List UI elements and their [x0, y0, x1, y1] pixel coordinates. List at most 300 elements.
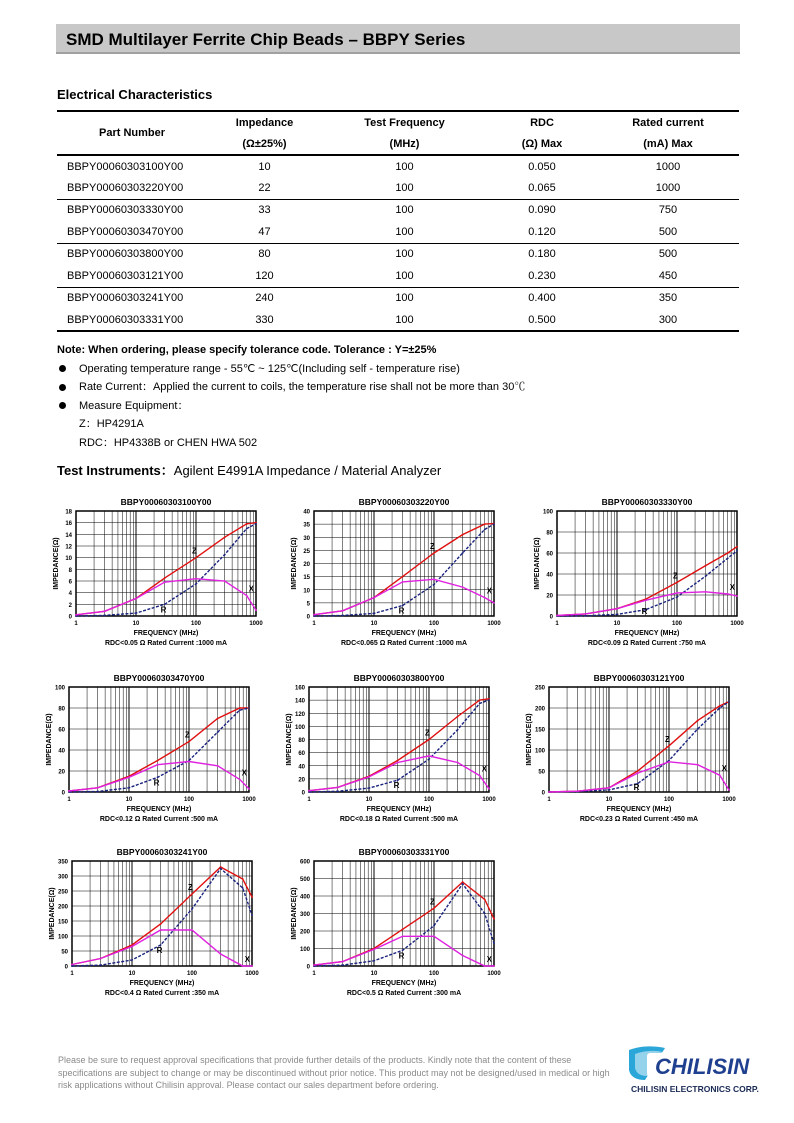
series-line-z [557, 547, 737, 616]
cell-test-frequency: 100 [322, 309, 487, 331]
data-point-r [195, 583, 197, 585]
data-point-z [188, 741, 190, 743]
series-label-r: R [398, 951, 405, 961]
x-axis-label: FREQUENCY (MHz) [129, 980, 195, 987]
cell-impedance: 47 [207, 221, 322, 243]
data-point-x [668, 761, 670, 763]
y-tick-label: 140 [294, 698, 305, 705]
cell-rdc: 0.050 [528, 160, 556, 173]
data-point-x [373, 597, 375, 599]
data-point-x [255, 609, 257, 611]
x-tick-label: 10 [128, 971, 136, 977]
data-point-x [402, 581, 404, 583]
y-tick-label: 40 [303, 509, 310, 516]
series-label-z: Z [665, 734, 670, 744]
data-point-r [368, 787, 370, 789]
cell-part-number: BBPY00060303331Y00 [57, 309, 207, 331]
cell-impedance: 330 [207, 309, 322, 331]
x-axis-label: FREQUENCY (MHz) [126, 806, 192, 813]
data-point-z [157, 760, 159, 762]
chart-caption: RDC<0.18 Ω Rated Current :500 mA [339, 816, 459, 823]
series-label-z: Z [673, 571, 678, 581]
x-tick-label: 1000 [245, 971, 259, 977]
data-point-x [728, 789, 730, 791]
note-bullet [57, 360, 525, 379]
x-tick-label: 100 [671, 621, 683, 627]
y-tick-label: 12 [65, 544, 72, 551]
x-tick-label: 1 [307, 797, 311, 803]
data-point-r [342, 615, 344, 617]
cell-impedance: 120 [207, 265, 322, 287]
series-label-r: R [153, 778, 160, 788]
test-instruments-value: Agilent E4991A Impedance / Material Analyzer [173, 463, 442, 478]
cell-test-frequency: 100 [395, 204, 414, 217]
data-point-z [727, 552, 729, 554]
y-tick-label: 100 [54, 685, 65, 692]
impedance-chart [525, 672, 751, 842]
x-tick-label: 1000 [482, 797, 496, 803]
y-tick-label: 200 [57, 904, 68, 911]
data-point-r [484, 528, 486, 530]
y-tick-label: 40 [546, 572, 553, 579]
y-tick-label: 20 [546, 593, 553, 600]
impedance-chart-svg [45, 672, 271, 842]
x-tick-label: 1 [312, 971, 316, 977]
x-axis-label: FREQUENCY (MHz) [371, 980, 437, 987]
data-point-x [493, 965, 495, 967]
x-tick-label: 1 [67, 797, 71, 803]
cell-rdc: 0.090 [528, 204, 556, 217]
data-point-x [736, 595, 738, 597]
data-point-r [428, 758, 430, 760]
data-point-z [397, 760, 399, 762]
x-tick-label: 1 [547, 797, 551, 803]
x-tick-label: 10 [125, 797, 133, 803]
notes [57, 341, 525, 452]
data-point-r [484, 913, 486, 915]
data-point-x [251, 965, 253, 967]
y-tick-label: 100 [542, 509, 553, 516]
data-point-z [251, 896, 253, 898]
data-point-r [462, 883, 464, 885]
data-point-z [493, 918, 495, 920]
cell-rated-current: 300 [597, 309, 739, 331]
data-point-x [493, 602, 495, 604]
data-point-x [697, 764, 699, 766]
data-point-x [433, 578, 435, 580]
data-point-z [242, 878, 244, 880]
col-rated-current-unit: (mA) Max [597, 133, 739, 155]
data-point-r [433, 584, 435, 586]
data-point-x [368, 776, 370, 778]
data-point-r [255, 523, 257, 525]
y-tick-label: 20 [303, 562, 310, 568]
y-axis-label: IMPEDANCE(Ω) [286, 713, 293, 766]
data-point-z [402, 576, 404, 578]
data-point-z [736, 546, 738, 548]
note-title: Note: When ordering, please specify tolerance code. Tolerance : Y=±25% [57, 344, 437, 356]
series-label-z: Z [430, 542, 435, 551]
x-tick-label: 100 [190, 621, 202, 627]
data-point-z [484, 523, 486, 525]
data-point-r [373, 960, 375, 962]
equipment-item: Z：HP4291A [79, 418, 144, 430]
data-point-r [728, 701, 730, 703]
data-point-r [220, 868, 222, 870]
series-label-x: X [729, 582, 736, 592]
data-point-r [337, 790, 339, 792]
series-line-z [76, 523, 256, 615]
cell-test-frequency: 100 [322, 221, 487, 243]
chilisin-logo-icon [625, 1044, 765, 1084]
data-point-x [705, 591, 707, 593]
cell-rdc: 0.500 [487, 309, 597, 331]
y-tick-label: 80 [298, 738, 305, 744]
data-point-r [457, 729, 459, 731]
plot-frame [76, 511, 256, 616]
impedance-chart [290, 846, 516, 1016]
impedance-chart [285, 672, 511, 842]
y-tick-label: 100 [57, 934, 68, 941]
y-tick-label: 100 [534, 748, 545, 755]
data-point-r [217, 731, 219, 733]
impedance-chart-svg [525, 672, 751, 842]
data-point-z [239, 707, 241, 709]
y-tick-label: 600 [299, 859, 310, 866]
data-point-z [433, 552, 435, 554]
data-point-x [313, 614, 315, 616]
series-label-x: X [481, 764, 488, 774]
data-point-r [248, 707, 250, 709]
y-tick-label: 400 [299, 894, 310, 901]
table-header-row [57, 111, 739, 133]
data-point-x [479, 775, 481, 777]
cell-rated-current: 1000 [655, 160, 681, 173]
x-tick-label: 10 [365, 797, 373, 803]
series-label-z: Z [430, 897, 435, 907]
cell-part-number: BBPY00060303470Y00 [57, 221, 207, 243]
note-text: Measure Equipment： [79, 399, 189, 412]
data-point-x [308, 790, 310, 792]
data-point-x [484, 597, 486, 599]
y-tick-label: 10 [303, 588, 310, 595]
series-label-x: X [244, 955, 251, 964]
y-tick-label: 0 [301, 790, 305, 797]
data-point-x [248, 788, 250, 790]
y-tick-label: 14 [65, 532, 72, 539]
y-tick-label: 16 [65, 521, 72, 528]
x-tick-label: 1000 [242, 797, 256, 803]
data-point-r [719, 707, 721, 709]
chart-title: BBPY00060303331Y00 [358, 847, 450, 857]
cell-rdc: 0.120 [487, 221, 597, 243]
series-label-r: R [160, 605, 167, 615]
data-point-x [488, 788, 490, 790]
data-point-r [493, 942, 495, 944]
data-point-r [676, 596, 678, 598]
impedance-chart-svg [52, 496, 278, 666]
y-tick-label: 18 [65, 509, 72, 516]
data-point-z [217, 718, 219, 720]
cell-rated-current: 500 [597, 221, 739, 243]
series-label-z: Z [192, 546, 197, 556]
series-label-r: R [393, 781, 400, 791]
cell-part-number: BBPY00060303330Y00 [67, 204, 184, 217]
data-point-x [164, 581, 166, 583]
x-tick-label: 100 [186, 971, 198, 977]
data-point-r [479, 703, 481, 705]
data-point-x [556, 615, 558, 617]
data-point-r [97, 791, 99, 793]
cell-part-number: BBPY00060303220Y00 [57, 177, 207, 199]
data-point-r [608, 789, 610, 791]
data-point-z [668, 745, 670, 747]
impedance-chart [533, 496, 759, 666]
impedance-chart-svg [533, 496, 759, 666]
col-test-frequency-unit: (MHz) [322, 133, 487, 155]
series-label-r: R [156, 946, 163, 955]
data-point-z [224, 536, 226, 538]
col-test-frequency: Test Frequency [364, 116, 445, 129]
table-body [57, 155, 739, 331]
chart-title: BBPY00060303330Y00 [601, 497, 693, 507]
y-tick-label: 0 [541, 790, 545, 797]
series-line-z [549, 702, 729, 792]
y-tick-label: 60 [58, 727, 65, 734]
y-tick-label: 200 [534, 706, 545, 713]
y-tick-label: 0 [64, 964, 68, 971]
note-text: Rate Current：Applied the current to coils, the temperature rise shall not be more than 30℃ [79, 381, 526, 393]
cell-rdc: 0.065 [487, 177, 597, 199]
x-tick-label: 1 [74, 621, 78, 627]
data-point-x [135, 598, 137, 600]
col-impedance: Impedance [235, 116, 294, 129]
x-tick-label: 1 [70, 971, 74, 977]
data-point-r [251, 914, 253, 916]
cell-impedance: 240 [255, 292, 274, 305]
x-tick-label: 10 [370, 971, 378, 977]
x-tick-label: 100 [663, 797, 675, 803]
series-label-z: Z [188, 883, 193, 892]
data-point-x [220, 953, 222, 955]
x-axis-label: FREQUENCY (MHz) [614, 630, 680, 637]
x-tick-label: 1 [312, 621, 316, 627]
bullet-icon [59, 384, 66, 391]
cell-rdc: 0.230 [487, 265, 597, 287]
y-axis-label: IMPEDANCE(Ω) [291, 537, 298, 590]
cell-rated-current: 750 [658, 204, 678, 217]
cell-part-number: BBPY00060303121Y00 [57, 265, 207, 287]
cell-rated-current: 1000 [597, 177, 739, 199]
impedance-chart-svg [290, 846, 516, 1016]
data-point-x [71, 964, 73, 966]
company-logo [625, 1044, 765, 1100]
chart-caption: RDC<0.12 Ω Rated Current :500 mA [99, 816, 219, 823]
x-tick-label: 1000 [249, 621, 263, 627]
data-point-x [645, 599, 647, 601]
data-point-r [736, 550, 738, 552]
x-tick-label: 100 [428, 621, 440, 627]
x-tick-label: 1000 [487, 971, 501, 977]
chart-title: BBPY00060303220Y00 [358, 497, 450, 507]
x-axis-label: FREQUENCY (MHz) [133, 630, 199, 637]
data-point-z [479, 699, 481, 701]
data-point-x [217, 765, 219, 767]
col-impedance-unit: (Ω±25%) [207, 133, 322, 155]
data-point-z [484, 899, 486, 901]
data-point-z [637, 770, 639, 772]
data-point-x [727, 593, 729, 595]
data-point-x [100, 958, 102, 960]
y-tick-label: 300 [299, 912, 310, 918]
chart-caption: RDC<0.5 Ω Rated Current :300 mA [346, 990, 462, 997]
data-point-z [462, 534, 464, 536]
chart-title: BBPY00060303800Y00 [353, 673, 445, 683]
cell-impedance: 22 [207, 177, 322, 199]
x-tick-label: 10 [613, 621, 621, 627]
data-point-z [402, 928, 404, 930]
data-point-z [246, 523, 248, 525]
y-tick-label: 20 [298, 777, 305, 784]
x-tick-label: 100 [423, 797, 435, 803]
y-tick-label: 4 [68, 591, 72, 598]
data-point-r [705, 575, 707, 577]
data-point-z [428, 739, 430, 741]
table-row [57, 199, 739, 221]
data-point-x [462, 586, 464, 588]
series-label-x: X [721, 764, 728, 774]
y-tick-label: 60 [298, 751, 305, 758]
col-rated-current: Rated current [632, 116, 704, 129]
data-point-x [337, 787, 339, 789]
cell-test-frequency: 100 [395, 160, 414, 173]
test-instruments-label: Test Instruments： [57, 463, 174, 478]
data-point-x [342, 961, 344, 963]
y-tick-label: 6 [68, 579, 72, 586]
bullet-icon [59, 402, 66, 409]
x-tick-label: 10 [370, 621, 378, 627]
cell-impedance: 80 [258, 248, 271, 261]
x-tick-label: 1 [555, 621, 559, 627]
y-tick-label: 150 [57, 919, 68, 926]
y-tick-label: 25 [303, 548, 310, 555]
section-title: Electrical Characteristics [57, 87, 213, 102]
company-name: CHILISIN ELECTRONICS CORP. [631, 1084, 759, 1094]
y-tick-label: 500 [299, 877, 310, 883]
data-point-z [164, 577, 166, 579]
chart-title: BBPY00060303100Y00 [120, 497, 212, 507]
y-tick-label: 0 [61, 790, 65, 797]
impedance-chart-svg [285, 672, 511, 842]
data-point-x [719, 774, 721, 776]
data-point-r [697, 728, 699, 730]
y-tick-label: 100 [299, 947, 310, 953]
data-point-z [457, 716, 459, 718]
y-tick-label: 8 [68, 567, 72, 574]
col-rdc-unit: (Ω) Max [487, 133, 597, 155]
y-tick-label: 5 [306, 601, 310, 608]
series-label-r: R [641, 607, 648, 616]
y-tick-label: 300 [57, 874, 68, 881]
data-point-x [676, 592, 678, 594]
y-tick-label: 30 [303, 535, 310, 542]
y-tick-label: 150 [534, 727, 545, 734]
chart-title: BBPY00060303241Y00 [116, 847, 208, 857]
data-point-r [191, 908, 193, 910]
y-tick-label: 50 [538, 769, 545, 776]
data-point-x [585, 613, 587, 615]
data-point-x [224, 580, 226, 582]
cell-rated-current: 350 [658, 292, 678, 305]
data-point-x [342, 610, 344, 612]
data-point-z [195, 557, 197, 559]
data-point-z [433, 907, 435, 909]
cell-rated-current: 500 [658, 248, 678, 261]
y-axis-label: IMPEDANCE(Ω) [53, 537, 60, 590]
x-axis-label: FREQUENCY (MHz) [371, 630, 437, 637]
chart-caption: RDC<0.05 Ω Rated Current :1000 mA [104, 640, 228, 647]
data-point-r [242, 887, 244, 889]
data-point-x [313, 964, 315, 966]
data-point-x [75, 614, 77, 616]
chart-caption: RDC<0.09 Ω Rated Current :750 mA [587, 640, 707, 647]
data-point-r [616, 614, 618, 616]
data-point-z [191, 893, 193, 895]
table-row [57, 221, 739, 243]
data-point-x [188, 761, 190, 763]
table-row [57, 243, 739, 265]
y-tick-label: 160 [294, 685, 305, 692]
data-point-x [548, 791, 550, 793]
series-line-r [549, 702, 729, 792]
data-point-r [224, 554, 226, 556]
cell-test-frequency: 100 [322, 177, 487, 199]
data-point-r [373, 612, 375, 614]
impedance-chart-svg [290, 496, 516, 666]
equipment-item: RDC：HP4338B or CHEN HWA 502 [79, 436, 258, 449]
data-point-x [577, 790, 579, 792]
cell-impedance: 10 [258, 160, 271, 173]
data-point-x [616, 608, 618, 610]
data-point-z [462, 881, 464, 883]
cell-test-frequency: 100 [395, 292, 414, 305]
y-tick-label: 50 [61, 949, 68, 956]
impedance-chart-svg [48, 846, 274, 1016]
series-label-x: X [486, 955, 493, 964]
test-instruments [57, 460, 441, 479]
y-tick-label: 20 [58, 769, 65, 776]
data-point-x [397, 762, 399, 764]
y-tick-label: 350 [57, 859, 68, 866]
cell-rdc: 0.180 [528, 248, 556, 261]
chart-title: BBPY00060303121Y00 [593, 673, 685, 683]
y-tick-label: 10 [65, 556, 72, 563]
data-point-z [697, 720, 699, 722]
y-tick-label: 2 [68, 602, 72, 609]
y-tick-label: 250 [534, 685, 545, 692]
col-part-number: Part Number [57, 111, 207, 155]
chart-title: BBPY00060303470Y00 [113, 673, 205, 683]
logo-wordmark: CHILISIN [655, 1054, 750, 1079]
table-row [57, 155, 739, 177]
series-line-r [76, 524, 256, 616]
table-row [57, 265, 739, 287]
y-tick-label: 80 [546, 530, 553, 537]
data-point-r [488, 699, 490, 701]
data-point-x [157, 764, 159, 766]
data-point-r [128, 787, 130, 789]
x-tick-label: 10 [132, 621, 140, 627]
